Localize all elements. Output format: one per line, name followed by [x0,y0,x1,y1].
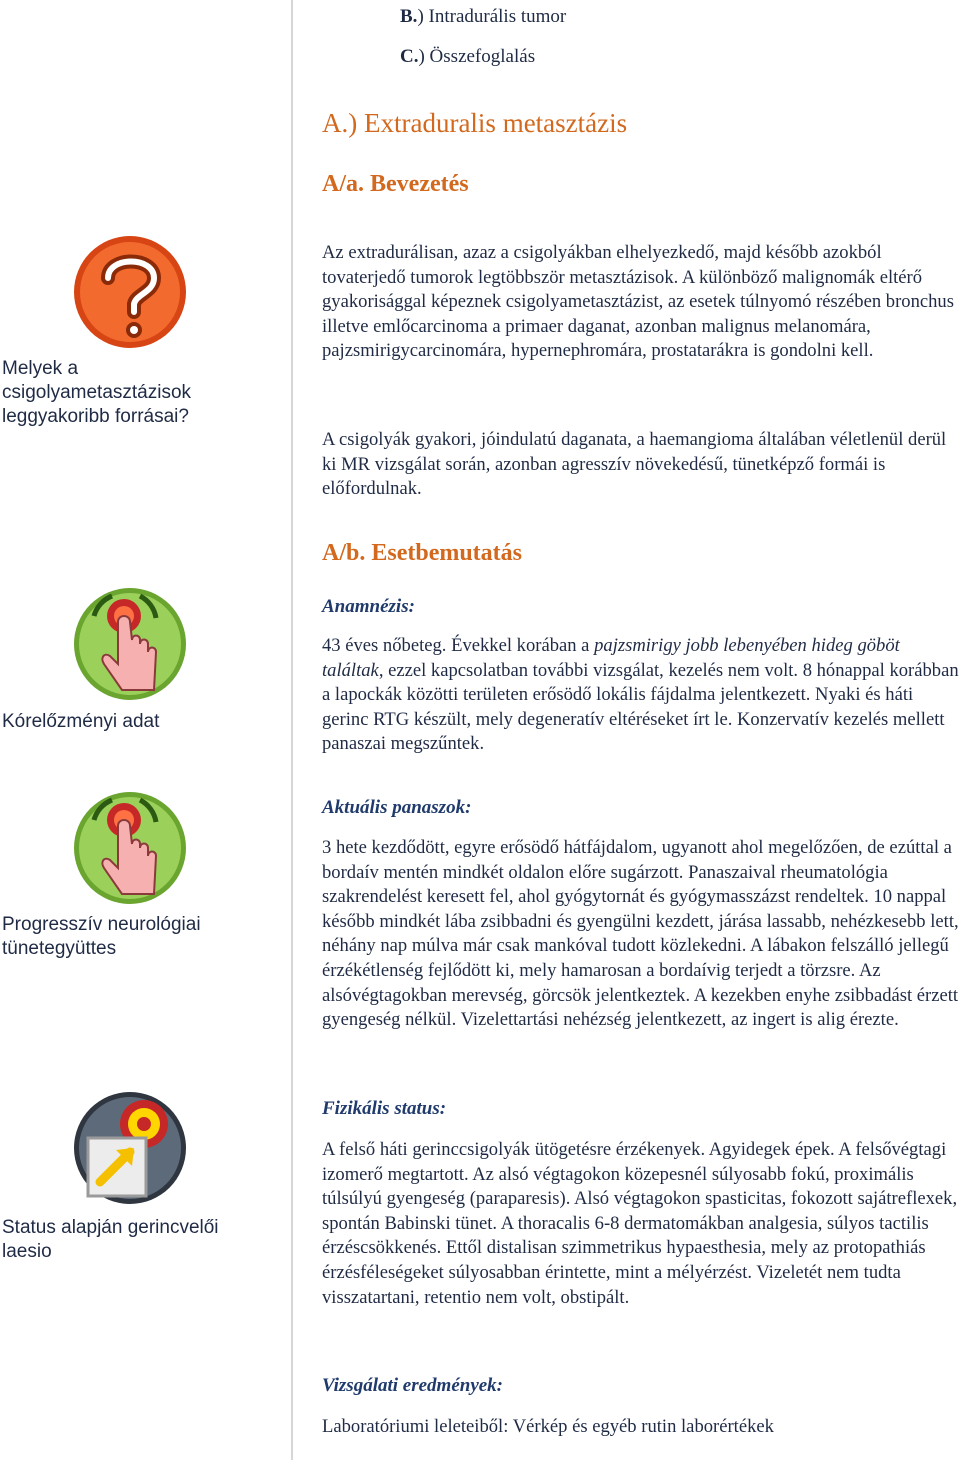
sidebar-divider [291,0,293,1460]
finger-touch-icon [72,586,188,702]
progressive-label: Progresszív neurológiai tünetegyüttes [2,914,201,959]
section-title: A.) Extraduralis metasztázis [322,108,628,138]
panaszok-heading: Aktuális panaszok: [322,797,472,818]
anamnezis-heading: Anamnézis: [322,596,415,617]
finger-touch-icon [72,790,188,906]
status-paragraph: A felső háti gerinccsigolyák ütögetésre érzékenyek. Agyidegek épek. A felsővégtagi izomerő megtartott. Az alsó végtagokon közepesnél súlyosabb fokú, proximális túlsúlyú gyengeség (paraparesis). Alsó végtagokon spasticitas, fokozott sajátreflexek, spontán Babinski tünet. A thoracalis 6-8 dermatomákban analgesia, súlyos tactilis érzéscsökkenés. Ettől distalisan szimmetrikus hypaesthesia, mely az protopathiás érzésféleségeket súlyosabban érintette, mint a mélyérzést. Vizeletét nem tudta visszatartani, retentio nem volt, obstipált. [322,1139,958,1308]
anamnezis-text-end: , ezzel kapcsolatban további vizsgálat, kezelés nem volt. 8 hónappal korábban a lapockák közötti területen erősödő lokális fájdalma jelentkezett. Nyaki és háti gerinc RTG készült, mely degeneratív eltéréseket írt le. Konzervatív kezelés mellett panaszai megszűntek. [322,659,959,755]
anamnezis-paragraph [322,634,960,757]
toc-item-b[interactable] [400,6,566,28]
toc-item-c-letter: C. [400,46,419,67]
status-side-label: Status alapján gerincvelői laesio [2,1217,219,1262]
anamnezis-text-emphasis: pajzsmirigy jobb lebenyében hideg göböt találtak [322,635,900,681]
panaszok-paragraph: 3 hete kezdődött, egyre erősödő hátfájdalom, ugyanott ahol megelőzően, de ezúttal a bordaív mentén mindkét oldalon előre sugárzott. Panaszaival rheumatológia szakrendelést keresett fel, ahol gyógytornát és gyógymasszázst rendeltek. 10 nappal később mindkét lába zsibbadni és gyengülni kezdett, járása lassabb, nehézkesebb lett, néhány nap múlva már csak mankóval tudott közlekedni. A lábakon felszálló jellegű érzékétlenség fejlődött ki, mely hamarosan a bordaívig terjedt a törzsre. Az alsóvégtagokban merevség, görcsök jelentkeztek. A kezekben enyhe zsibbadást érzett gyengeség nélkül. Vizelettartási nehézség jelentkezett, az ingert is alig érezte. [322,837,959,1031]
toc-item-c[interactable] [400,46,535,68]
anamnezis-text-start: 43 éves nőbeteg. Évekkel korában a [322,635,595,656]
question-mark-icon [72,234,188,350]
toc-item-b-letter: B. [400,6,418,27]
vizsgalati-heading: Vizsgálati eredmények: [322,1375,504,1396]
vizsgalati-paragraph: Laboratóriumi leleteiből: Vérkép és egyéb rutin laborértékek [322,1416,774,1437]
question-label: Melyek a csigolyametasztázisok leggyakoribb forrásai? [2,358,192,427]
subsection-title-bevezetes: A/a. Bevezetés [322,171,469,197]
intro-paragraph-2: A csigolyák gyakori, jóindulatú daganata, a haemangioma általában véletlenül derül ki MR vizsgálat során, azonban agresszív növekedésű, tünetképző formái is előfordulnak. [322,429,947,500]
target-arrow-icon [72,1090,188,1206]
history-label: Kórelőzményi adat [2,711,160,732]
toc-item-c-label: ) Összefoglalás [418,46,536,67]
intro-paragraph-1: Az extradurálisan, azaz a csigolyákban elhelyezkedő, majd később azokból tovaterjedő tumorok legtöbbször metasztázisok. A különböző malignomák eltérő gyakorisággal képeznek csigolyametasztázist, az esetek túlnyomó részében bronchus illetve emlőcarcinoma a primaer daganat, azonban malignus melanomára, pajzsmirigycarcinomára, hypernephromára, prostatarákra is gondolni kell. [322,242,954,362]
toc-item-b-label: ) Intradurális tumor [417,6,567,27]
subsection-title-esetbemutatas: A/b. Esetbemutatás [322,540,523,566]
status-heading: Fizikális status: [322,1098,447,1119]
